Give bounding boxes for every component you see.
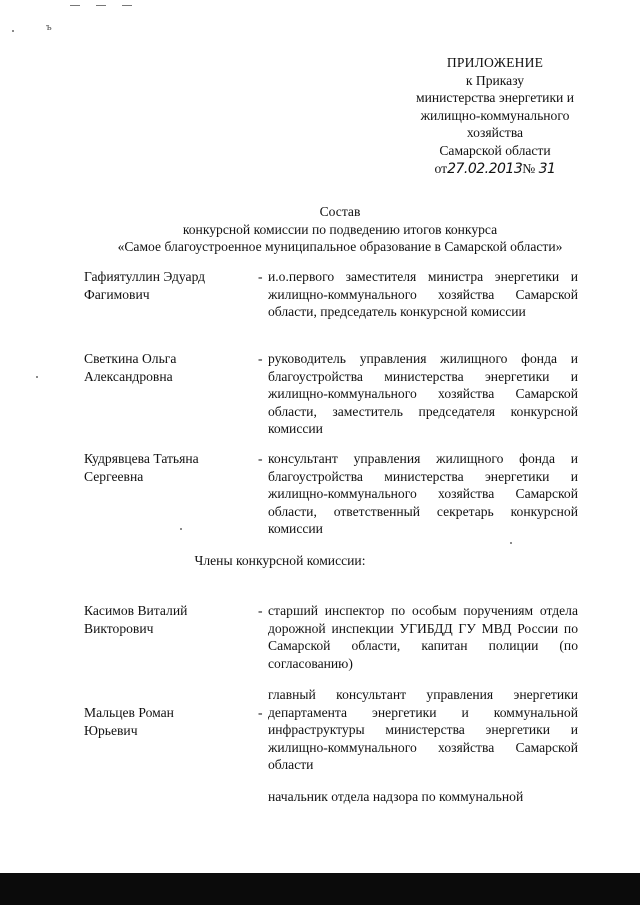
scan-dash-mark xyxy=(96,5,106,6)
entry-dash: - xyxy=(258,705,263,720)
scan-speck xyxy=(510,542,512,544)
scan-dash-mark xyxy=(122,5,132,6)
members-heading: Члены конкурсной комиссии: xyxy=(194,553,366,568)
scan-speck xyxy=(180,528,182,530)
scan-speck xyxy=(12,30,14,32)
scan-speck xyxy=(36,376,38,378)
person-name: Кудрявцева Татьяна Сергеевна xyxy=(84,451,199,484)
person-name: Светкина Ольга Александровна xyxy=(84,351,177,384)
entry-dash: - xyxy=(258,451,263,466)
handwritten-date: 27.02.2013 xyxy=(447,160,523,177)
handwritten-number: 31 xyxy=(538,160,556,177)
person-name: Гафиятуллин Эдуард Фагимович xyxy=(84,269,206,302)
heading-line: конкурсной комиссии по подведению итогов конкурса xyxy=(182,221,498,237)
entry-dash: - xyxy=(258,603,263,618)
appendix-line: к Приказу xyxy=(465,72,525,88)
appendix-title: ПРИЛОЖЕНИЕ xyxy=(446,55,544,70)
appendix-line: жилищно-коммунального xyxy=(420,107,570,123)
person-name: Мальцев Роман Юрьевич xyxy=(84,705,174,738)
entry-dash: - xyxy=(258,269,263,284)
scan-dash-mark xyxy=(70,5,80,6)
person-role: и.о.первого заместителя министра энергетики и жилищно-коммунального хозяйства Самарской области, председатель конкурсной комиссии xyxy=(268,269,578,320)
appendix-line: хозяйства xyxy=(466,125,524,141)
heading-line: «Самое благоустроенное муниципальное образование в Самарской области» xyxy=(117,239,563,255)
person-role: руководитель управления жилищного фонда и благоустройства министерства энергетики и жилищно-коммунального хозяйства Самарской области, заместитель председателя конкурсной комиссии xyxy=(268,351,578,437)
scan-bottom-border xyxy=(0,873,640,905)
appendix-line: министерства энергетики и xyxy=(415,90,574,106)
document-heading xyxy=(60,203,620,256)
person-role: главный консультант управления энергетики департамента энергетики и коммунальной инфраструктуры министерства энергетики и жилищно-коммунального хозяйства Самарской области xyxy=(268,687,578,773)
heading-line: Состав xyxy=(319,204,361,219)
person-role: консультант управления жилищного фонда и благоустройства министерства энергетики и жилищно-коммунального хозяйства Самарской области, ответственный секретарь конкурсной комиссии xyxy=(268,451,578,537)
date-prefix: от xyxy=(434,160,448,176)
appendix-line: Самарской области xyxy=(439,142,551,158)
number-prefix: № xyxy=(522,160,536,176)
scan-corner-mark: ъ xyxy=(46,21,52,33)
person-name: Касимов Виталий Викторович xyxy=(84,603,188,636)
person-role: старший инспектор по особым поручениям отдела дорожной инспекции УГИБДД ГУ МВД России по Самарской области, капитан полиции (по согласованию) xyxy=(268,603,578,671)
entry-dash: - xyxy=(258,351,263,366)
appendix-date-line xyxy=(400,160,590,178)
appendix-block xyxy=(400,54,590,177)
person-role-partial: начальник отдела надзора по коммунальной xyxy=(268,789,524,804)
